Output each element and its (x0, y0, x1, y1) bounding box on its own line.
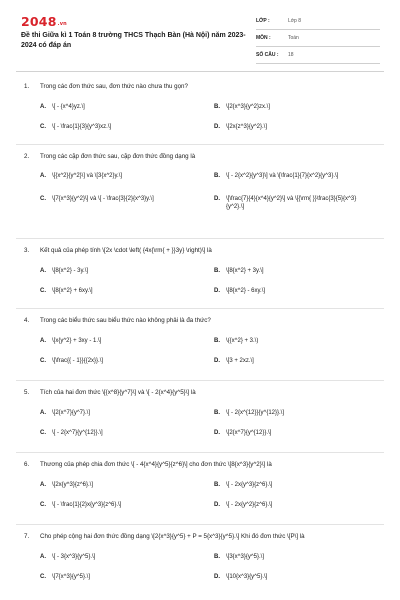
option-text: \({x^2} + 3.\) (226, 338, 259, 344)
question-separator (16, 452, 384, 453)
option-label: A. (40, 104, 46, 110)
answer-option[interactable] (40, 123, 192, 131)
question-number: 4. (24, 317, 30, 324)
answer-option[interactable] (40, 553, 192, 561)
answer-option[interactable] (40, 429, 192, 437)
question-stem: Cho phép cộng hai đơn thức đồng dạng \[2{x^3}{y^5} + P = 5{x^3}{y^5}.\] Khi đó đơn thức \[P\] là (40, 533, 305, 540)
page-title: Đề thi Giữa kì 1 Toán 8 trường THCS Thạch Bàn (Hà Nội) năm 2023-2024 có đáp án (21, 32, 246, 50)
option-label: D. (214, 288, 220, 294)
option-text: \[8{x^2} + 3y.\] (226, 268, 264, 274)
option-text: \[ - \frac{1}{2}x{y^3}{z^6}.\] (52, 502, 122, 508)
option-text: \[3 + 2xz.\] (226, 358, 254, 364)
page-header (0, 0, 400, 68)
option-text: \[ - 2{x^7}{y^{12}}.\] (52, 430, 103, 436)
option-text: \[2x{z^3}{y^2}.\] (226, 124, 267, 130)
answer-option[interactable] (40, 337, 192, 345)
meta-key: LỚP : (256, 17, 270, 24)
option-text: \[ - 3{x^3}{y^5}.\] (52, 554, 96, 560)
option-label: B. (214, 104, 220, 110)
option-label: B. (214, 410, 220, 416)
answer-option[interactable] (214, 123, 366, 131)
option-label: C. (40, 574, 46, 580)
question-separator (16, 524, 384, 525)
option-text: \[2x{y^3}{z^6}.\] (52, 482, 93, 488)
answer-option[interactable] (214, 103, 366, 111)
question-stem: Trong các cặp đơn thức sau, cặp đơn thức đồng dạng là (40, 153, 196, 160)
answer-option[interactable] (214, 172, 366, 180)
option-label: D. (214, 124, 220, 130)
question-stem: Kết quả của phép tính \[2x \cdot \left( {4x{\rm{ + }}3y} \right)\] là (40, 247, 212, 254)
meta-row-class (256, 13, 380, 30)
question-separator (16, 238, 384, 239)
option-label: D. (214, 574, 220, 580)
option-label: B. (214, 482, 220, 488)
option-label: A. (40, 268, 46, 274)
option-label: B. (214, 554, 220, 560)
answer-option[interactable] (40, 481, 192, 489)
question-text (24, 83, 380, 91)
question-separator (16, 308, 384, 309)
option-text: \[ - 2x{y^3}{z^6}.\] (226, 482, 273, 488)
answer-option[interactable] (214, 553, 366, 561)
option-text: \[8{x^2} + 6xy.\] (52, 288, 93, 294)
question-text (24, 533, 380, 541)
question-number: 3. (24, 247, 30, 254)
option-text: \[3{x^3}{y^5}.\] (226, 554, 264, 560)
option-label: D. (214, 502, 220, 508)
option-label: C. (40, 502, 46, 508)
question-text (24, 153, 380, 161)
option-text: \[ - 2x{y^2}{z^6}.\] (226, 502, 273, 508)
option-label: A. (40, 173, 46, 179)
answer-option[interactable] (214, 357, 366, 365)
option-text: \[x{y^2} + 3xy - 1.\] (52, 338, 102, 344)
answer-option[interactable] (214, 429, 366, 437)
option-label: A. (40, 554, 46, 560)
question-number: 1. (24, 83, 30, 90)
meta-value: Lớp 8 (288, 17, 302, 24)
option-text: \[7{x^3}{y^5}.\] (52, 574, 90, 580)
option-text: \[2{x^3}{y^2}zx.\] (226, 104, 270, 110)
option-text: \[7{x^3}{y^2}\] và \[ - \frac{3}{2}{x^3}y.\] (52, 196, 154, 202)
answer-option[interactable] (214, 287, 366, 295)
question-text (24, 389, 380, 397)
answer-option[interactable] (40, 267, 192, 275)
question-stem: Tích của hai đơn thức \[{x^8}{y^7}\] và \[ - 2{x^4}{y^5}\] là (40, 389, 196, 396)
option-text: \[2{x^7}{y^{12}}.\] (226, 430, 272, 436)
option-text: \[ - 2{x^{12}}{y^{12}}.\] (226, 410, 285, 416)
answer-option[interactable] (40, 409, 192, 417)
answer-option[interactable] (214, 267, 366, 275)
option-text: \[2{x^7}{y^7}.\] (52, 410, 90, 416)
site-logo[interactable] (21, 14, 67, 31)
logo-suffix-text: .vn (57, 21, 67, 27)
option-text: \[\frac{7}{4}{x^4}{y^2}\] và \[{\rm{ }}\frac{3}{5}{x^3}{y^2}.\] (226, 196, 357, 211)
question-text (24, 317, 380, 325)
header-divider (16, 71, 384, 72)
answer-option[interactable] (214, 481, 366, 489)
question-separator (16, 380, 384, 381)
option-label: D. (214, 196, 220, 202)
meta-row-subject (256, 30, 380, 47)
option-label: C. (40, 196, 46, 202)
option-text: \[8{x^2} - 6xy.\] (226, 288, 266, 294)
option-label: C. (40, 288, 46, 294)
answer-option[interactable] (40, 195, 192, 203)
question-stem: Trong các đơn thức sau, đơn thức nào chưa thu gọn? (40, 83, 188, 90)
question-stem: Trong các biểu thức sau biểu thức nào không phải là đa thức? (40, 317, 211, 324)
question-number: 6. (24, 461, 30, 468)
option-text: \[ - {x^4}yz.\] (52, 104, 85, 110)
logo-main-text: 2048 (21, 14, 57, 29)
meta-value: 18 (288, 51, 294, 58)
question-stem: Thương của phép chia đơn thức \[ - 4{x^4}{y^5}{z^6}\] cho đơn thức \[8{x^3}{y^2}\] là (40, 461, 272, 468)
meta-key: SỐ CÂU : (256, 51, 279, 58)
option-text: \[8{x^2} - 3y.\] (52, 268, 89, 274)
meta-row-count (256, 47, 380, 64)
option-label: A. (40, 482, 46, 488)
answer-option[interactable] (40, 573, 192, 581)
question-text (24, 461, 380, 469)
option-label: A. (40, 338, 46, 344)
exam-meta (256, 13, 380, 64)
option-text: \[ - \frac{1}{3}{y^3}xz.\] (52, 124, 112, 130)
question-text (24, 247, 380, 255)
meta-value: Toán (288, 34, 299, 41)
option-label: D. (214, 358, 220, 364)
meta-key: MÔN : (256, 34, 271, 41)
answer-option[interactable] (214, 337, 366, 345)
option-text: \[ - 2{x^2}{y^3}\] và \[\frac{1}{7}{x^2}{y^3}.\] (226, 173, 339, 179)
question-number: 2. (24, 153, 30, 160)
answer-option[interactable] (214, 501, 366, 509)
answer-option[interactable] (40, 501, 192, 509)
answer-option[interactable] (214, 573, 366, 581)
answer-option[interactable] (40, 103, 192, 111)
answer-option[interactable] (40, 287, 192, 295)
option-label: C. (40, 430, 46, 436)
option-label: C. (40, 358, 46, 364)
option-text: \[10{x^3}{y^5}.\] (226, 574, 268, 580)
option-label: C. (40, 124, 46, 130)
option-label: A. (40, 410, 46, 416)
question-number: 5. (24, 389, 30, 396)
answer-option[interactable] (40, 172, 192, 180)
option-text: \[{x^2}{y^2}\] và \[3{x^2}y.\] (52, 173, 123, 179)
option-label: B. (214, 173, 220, 179)
question-separator (16, 144, 384, 145)
option-label: B. (214, 268, 220, 274)
answer-option[interactable] (40, 357, 192, 365)
option-label: B. (214, 338, 220, 344)
answer-option[interactable] (214, 195, 366, 211)
option-text: \[\frac{{ - 1}}{{2x}}.\] (52, 358, 104, 364)
answer-option[interactable] (214, 409, 366, 417)
question-number: 7. (24, 533, 30, 540)
option-label: D. (214, 430, 220, 436)
